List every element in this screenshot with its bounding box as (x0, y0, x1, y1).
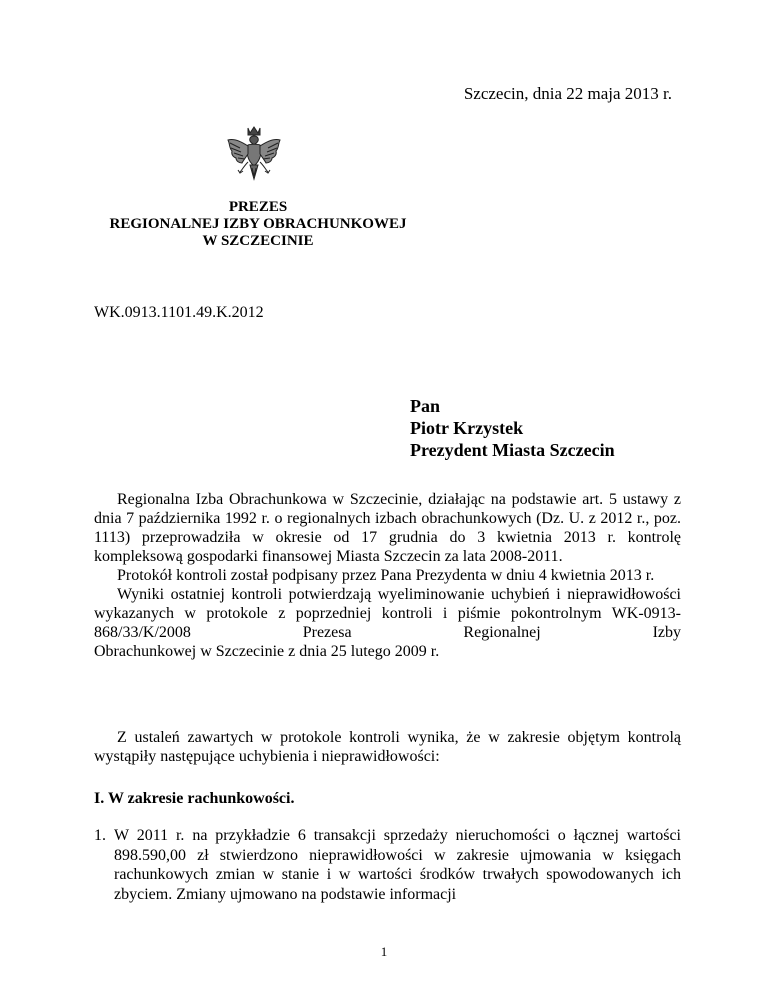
issuer-line: W SZCZECINIE (202, 233, 314, 249)
addressee-line: Pan (410, 396, 441, 416)
paragraph-findings-intro: Z ustaleń zawartych w protokole kontroli wynika, że w zakresie objętym kontrolą wystąpiły następujące uchybienia i nieprawidłowości: (94, 729, 681, 765)
document-date: Szczecin, dnia 22 maja 2013 r. (463, 84, 672, 103)
issuer-line: REGIONALNEJ IZBY OBRACHUNKOWEJ (109, 216, 407, 232)
finding-number: 1. (94, 827, 106, 844)
addressee-block (410, 395, 615, 461)
paragraph-previous-control-end: Obrachunkowej w Szczecinie z dnia 25 lutego 2009 r. (94, 643, 440, 660)
issuer-block (88, 199, 428, 250)
letter-body (94, 490, 681, 661)
paragraph-intro: Regionalna Izba Obrachunkowa w Szczecinie, działając na podstawie art. 5 ustawy z dnia 7 października 1992 r. o regionalnych izbach obrachunkowych (Dz. U. z 2012 r., poz. 1113) przeprowadziła w okresie od 17 grudnia do 3 kwietnia 2013 r. kontrolę kompleksową gospodarki finansowej Miasta Szczecin za lata 2008-2011. (94, 491, 681, 565)
addressee-line: Prezydent Miasta Szczecin (410, 440, 615, 460)
issuer-line: PREZES (228, 199, 288, 215)
addressee-line: Piotr Krzystek (410, 418, 524, 438)
paragraph-protocol-signed: Protokół kontroli został podpisany przez Pana Prezydenta w dniu 4 kwietnia 2013 r. (117, 567, 655, 584)
page-number: 1 (380, 944, 388, 959)
polish-eagle-emblem-icon (226, 124, 282, 186)
paragraph-previous-control: Wyniki ostatniej kontroli potwierdzają wyeliminowanie uchybień i nieprawidłowości wykazanych w protokole z poprzedniej kontroli i piśmie pokontrolnym WK-0913-868/33/K/2008 Prezesa Regionalnej Izby (94, 586, 681, 641)
finding-item (94, 826, 681, 904)
finding-text: W 2011 r. na przykładzie 6 transakcji sprzedaży nieruchomości o łącznej wartości 898.590,00 zł stwierdzono nieprawidłowości w zakresie ujmowania w księgach rachunkowych zmian w stanie i w wartości środków trwałych spowodowanych ich zbyciem. Zmiany ujmowano na podstawie informacji (114, 827, 681, 903)
section-heading: I. W zakresie rachunkowości. (94, 790, 295, 807)
reference-number: WK.0913.1101.49.K.2012 (94, 304, 264, 321)
